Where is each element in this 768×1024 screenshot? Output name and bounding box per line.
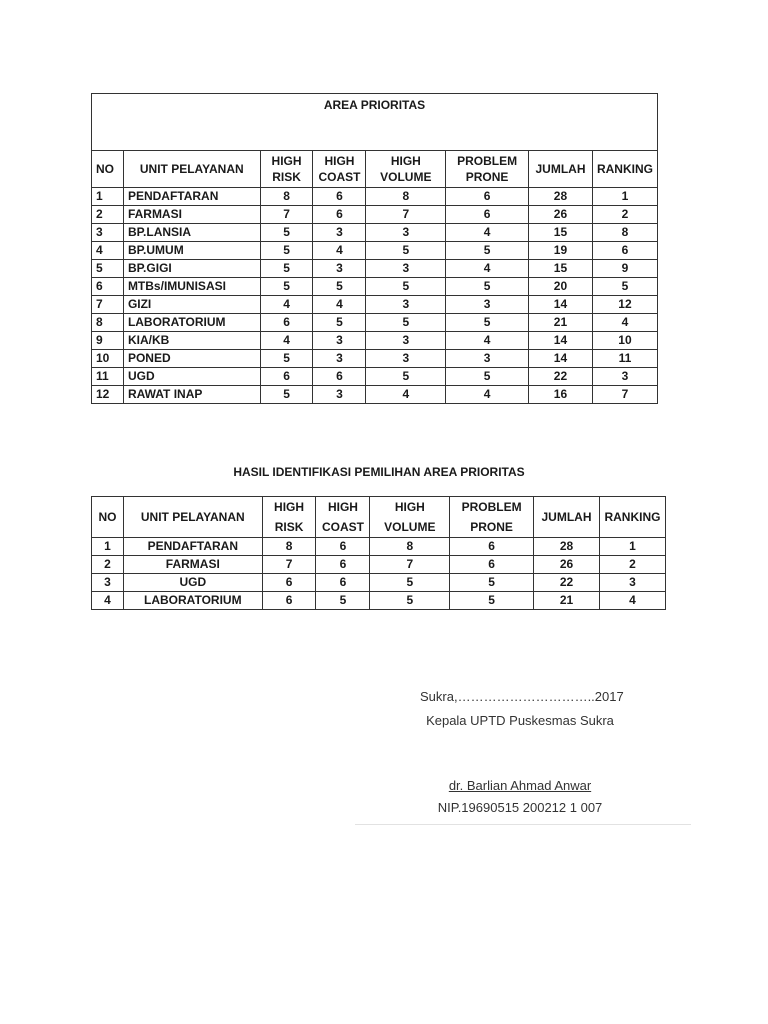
- table-title: AREA PRIORITAS: [92, 94, 658, 151]
- cell-unit: PONED: [123, 350, 260, 368]
- cell-high-volume: 5: [366, 314, 446, 332]
- table-row: [92, 332, 658, 350]
- cell-ranking: 1: [592, 188, 657, 206]
- header-jumlah: JUMLAH: [529, 151, 593, 188]
- cell-unit: BP.LANSIA: [123, 224, 260, 242]
- cell-problem-prone: 3: [446, 296, 529, 314]
- cell-problem-prone: 6: [450, 556, 534, 574]
- header-high-coast: HIGH COAST: [313, 151, 366, 188]
- cell-no: 4: [92, 242, 124, 260]
- header-jumlah: JUMLAH: [534, 497, 600, 538]
- cell-high-coast: 6: [316, 556, 370, 574]
- header-high-volume: HIGH VOLUME: [366, 151, 446, 188]
- table-row: [92, 592, 666, 610]
- cell-problem-prone: 3: [446, 350, 529, 368]
- cell-high-risk: 5: [260, 242, 313, 260]
- cell-high-risk: 5: [260, 224, 313, 242]
- header-problem-prone: PROBLEM PRONE: [446, 151, 529, 188]
- cell-jumlah: 21: [529, 314, 593, 332]
- cell-ranking: 8: [592, 224, 657, 242]
- cell-high-volume: 5: [370, 592, 450, 610]
- signature-name: dr. Barlian Ahmad Anwar: [448, 778, 592, 793]
- cell-no: 9: [92, 332, 124, 350]
- cell-problem-prone: 4: [446, 386, 529, 404]
- cell-problem-prone: 6: [446, 206, 529, 224]
- cell-unit: LABORATORIUM: [123, 314, 260, 332]
- cell-high-coast: 3: [313, 350, 366, 368]
- cell-problem-prone: 4: [446, 224, 529, 242]
- cell-high-coast: 6: [316, 574, 370, 592]
- cell-ranking: 4: [599, 592, 665, 610]
- cell-high-coast: 6: [313, 368, 366, 386]
- cell-jumlah: 28: [534, 538, 600, 556]
- cell-no: 4: [92, 592, 124, 610]
- header-problem-prone: PROBLEM PRONE: [450, 497, 534, 538]
- cell-jumlah: 15: [529, 224, 593, 242]
- cell-high-volume: 5: [366, 242, 446, 260]
- table-row: [92, 368, 658, 386]
- cell-jumlah: 22: [534, 574, 600, 592]
- cell-no: 12: [92, 386, 124, 404]
- cell-unit: FARMASI: [123, 556, 262, 574]
- cell-high-coast: 3: [313, 386, 366, 404]
- cell-ranking: 6: [592, 242, 657, 260]
- cell-high-volume: 7: [370, 556, 450, 574]
- cell-ranking: 12: [592, 296, 657, 314]
- cell-no: 3: [92, 224, 124, 242]
- cell-high-risk: 7: [260, 206, 313, 224]
- cell-high-risk: 6: [262, 574, 316, 592]
- cell-high-risk: 6: [260, 368, 313, 386]
- cell-no: 11: [92, 368, 124, 386]
- cell-ranking: 3: [592, 368, 657, 386]
- cell-high-coast: 3: [313, 224, 366, 242]
- cell-ranking: 2: [599, 556, 665, 574]
- table-header-row: [92, 151, 658, 188]
- cell-unit: BP.GIGI: [123, 260, 260, 278]
- cell-no: 2: [92, 206, 124, 224]
- cell-high-risk: 5: [260, 278, 313, 296]
- cell-ranking: 9: [592, 260, 657, 278]
- cell-high-volume: 3: [366, 350, 446, 368]
- cell-high-risk: 4: [260, 332, 313, 350]
- cell-jumlah: 28: [529, 188, 593, 206]
- cell-unit: GIZI: [123, 296, 260, 314]
- cell-high-volume: 5: [366, 278, 446, 296]
- hasil-identifikasi-title: HASIL IDENTIFIKASI PEMILIHAN AREA PRIORITAS: [233, 465, 525, 479]
- cell-jumlah: 14: [529, 350, 593, 368]
- signature-nip: NIP.19690515 200212 1 007: [437, 800, 603, 815]
- table-body: [92, 188, 658, 404]
- table-row: [92, 278, 658, 296]
- header-high-risk: HIGH RISK: [260, 151, 313, 188]
- cell-ranking: 5: [592, 278, 657, 296]
- cell-jumlah: 14: [529, 296, 593, 314]
- cell-problem-prone: 5: [446, 242, 529, 260]
- cell-high-risk: 8: [260, 188, 313, 206]
- cell-no: 7: [92, 296, 124, 314]
- header-unit: UNIT PELAYANAN: [123, 497, 262, 538]
- table-body: [92, 538, 666, 610]
- header-ranking: RANKING: [592, 151, 657, 188]
- header-no: NO: [92, 151, 124, 188]
- header-high-coast: HIGH COAST: [316, 497, 370, 538]
- cell-high-volume: 5: [370, 574, 450, 592]
- cell-ranking: 11: [592, 350, 657, 368]
- table-row: [92, 314, 658, 332]
- cell-jumlah: 26: [534, 556, 600, 574]
- cell-no: 1: [92, 188, 124, 206]
- cell-high-risk: 5: [260, 386, 313, 404]
- cell-high-risk: 7: [262, 556, 316, 574]
- cell-ranking: 7: [592, 386, 657, 404]
- table-header-row: [92, 497, 666, 538]
- cell-no: 10: [92, 350, 124, 368]
- cell-jumlah: 14: [529, 332, 593, 350]
- hasil-identifikasi-table: [91, 496, 666, 610]
- cell-jumlah: 21: [534, 592, 600, 610]
- cell-high-coast: 6: [313, 206, 366, 224]
- cell-problem-prone: 4: [446, 332, 529, 350]
- table-row: [92, 556, 666, 574]
- cell-problem-prone: 4: [446, 260, 529, 278]
- cell-high-volume: 4: [366, 386, 446, 404]
- cell-high-risk: 5: [260, 260, 313, 278]
- cell-high-volume: 5: [366, 368, 446, 386]
- cell-jumlah: 26: [529, 206, 593, 224]
- table-row: [92, 242, 658, 260]
- table-row: [92, 296, 658, 314]
- cell-problem-prone: 5: [450, 592, 534, 610]
- signature-place-date: Sukra,…………………………..2017: [420, 689, 624, 704]
- cell-high-risk: 6: [262, 592, 316, 610]
- header-ranking: RANKING: [599, 497, 665, 538]
- cell-high-volume: 8: [366, 188, 446, 206]
- cell-problem-prone: 6: [446, 188, 529, 206]
- cell-unit: PENDAFTARAN: [123, 538, 262, 556]
- cell-ranking: 4: [592, 314, 657, 332]
- cell-problem-prone: 5: [446, 278, 529, 296]
- area-prioritas-table: [91, 93, 658, 404]
- cell-problem-prone: 6: [450, 538, 534, 556]
- table-row: [92, 574, 666, 592]
- cell-jumlah: 16: [529, 386, 593, 404]
- cell-unit: PENDAFTARAN: [123, 188, 260, 206]
- header-no: NO: [92, 497, 124, 538]
- cell-problem-prone: 5: [446, 314, 529, 332]
- cell-high-risk: 8: [262, 538, 316, 556]
- cell-unit: MTBs/IMUNISASI: [123, 278, 260, 296]
- cell-high-coast: 3: [313, 332, 366, 350]
- cell-unit: FARMASI: [123, 206, 260, 224]
- table-row: [92, 260, 658, 278]
- cell-no: 6: [92, 278, 124, 296]
- cell-high-coast: 3: [313, 260, 366, 278]
- cell-ranking: 10: [592, 332, 657, 350]
- cell-high-risk: 6: [260, 314, 313, 332]
- table-row: [92, 206, 658, 224]
- table-row: [92, 386, 658, 404]
- cell-unit: LABORATORIUM: [123, 592, 262, 610]
- cell-high-risk: 5: [260, 350, 313, 368]
- cell-unit: UGD: [123, 368, 260, 386]
- cell-jumlah: 20: [529, 278, 593, 296]
- header-high-volume: HIGH VOLUME: [370, 497, 450, 538]
- cell-high-volume: 7: [366, 206, 446, 224]
- cell-unit: BP.UMUM: [123, 242, 260, 260]
- cell-high-volume: 3: [366, 260, 446, 278]
- header-high-risk: HIGH RISK: [262, 497, 316, 538]
- divider: [355, 824, 691, 825]
- table-row: [92, 188, 658, 206]
- cell-high-volume: 3: [366, 224, 446, 242]
- cell-high-volume: 3: [366, 332, 446, 350]
- cell-ranking: 2: [592, 206, 657, 224]
- cell-no: 1: [92, 538, 124, 556]
- cell-unit: KIA/KB: [123, 332, 260, 350]
- cell-problem-prone: 5: [450, 574, 534, 592]
- table-row: [92, 350, 658, 368]
- cell-high-coast: 5: [316, 592, 370, 610]
- cell-high-risk: 4: [260, 296, 313, 314]
- cell-high-volume: 8: [370, 538, 450, 556]
- cell-jumlah: 22: [529, 368, 593, 386]
- cell-jumlah: 15: [529, 260, 593, 278]
- cell-high-coast: 5: [313, 278, 366, 296]
- cell-no: 3: [92, 574, 124, 592]
- cell-no: 5: [92, 260, 124, 278]
- signature-role: Kepala UPTD Puskesmas Sukra: [426, 713, 614, 728]
- table-row: [92, 224, 658, 242]
- cell-high-coast: 5: [313, 314, 366, 332]
- cell-unit: UGD: [123, 574, 262, 592]
- cell-high-coast: 6: [313, 188, 366, 206]
- cell-high-coast: 4: [313, 242, 366, 260]
- cell-no: 8: [92, 314, 124, 332]
- cell-high-coast: 6: [316, 538, 370, 556]
- cell-problem-prone: 5: [446, 368, 529, 386]
- cell-high-coast: 4: [313, 296, 366, 314]
- cell-unit: RAWAT INAP: [123, 386, 260, 404]
- cell-jumlah: 19: [529, 242, 593, 260]
- cell-no: 2: [92, 556, 124, 574]
- header-unit: UNIT PELAYANAN: [123, 151, 260, 188]
- cell-high-volume: 3: [366, 296, 446, 314]
- cell-ranking: 3: [599, 574, 665, 592]
- cell-ranking: 1: [599, 538, 665, 556]
- table-row: [92, 538, 666, 556]
